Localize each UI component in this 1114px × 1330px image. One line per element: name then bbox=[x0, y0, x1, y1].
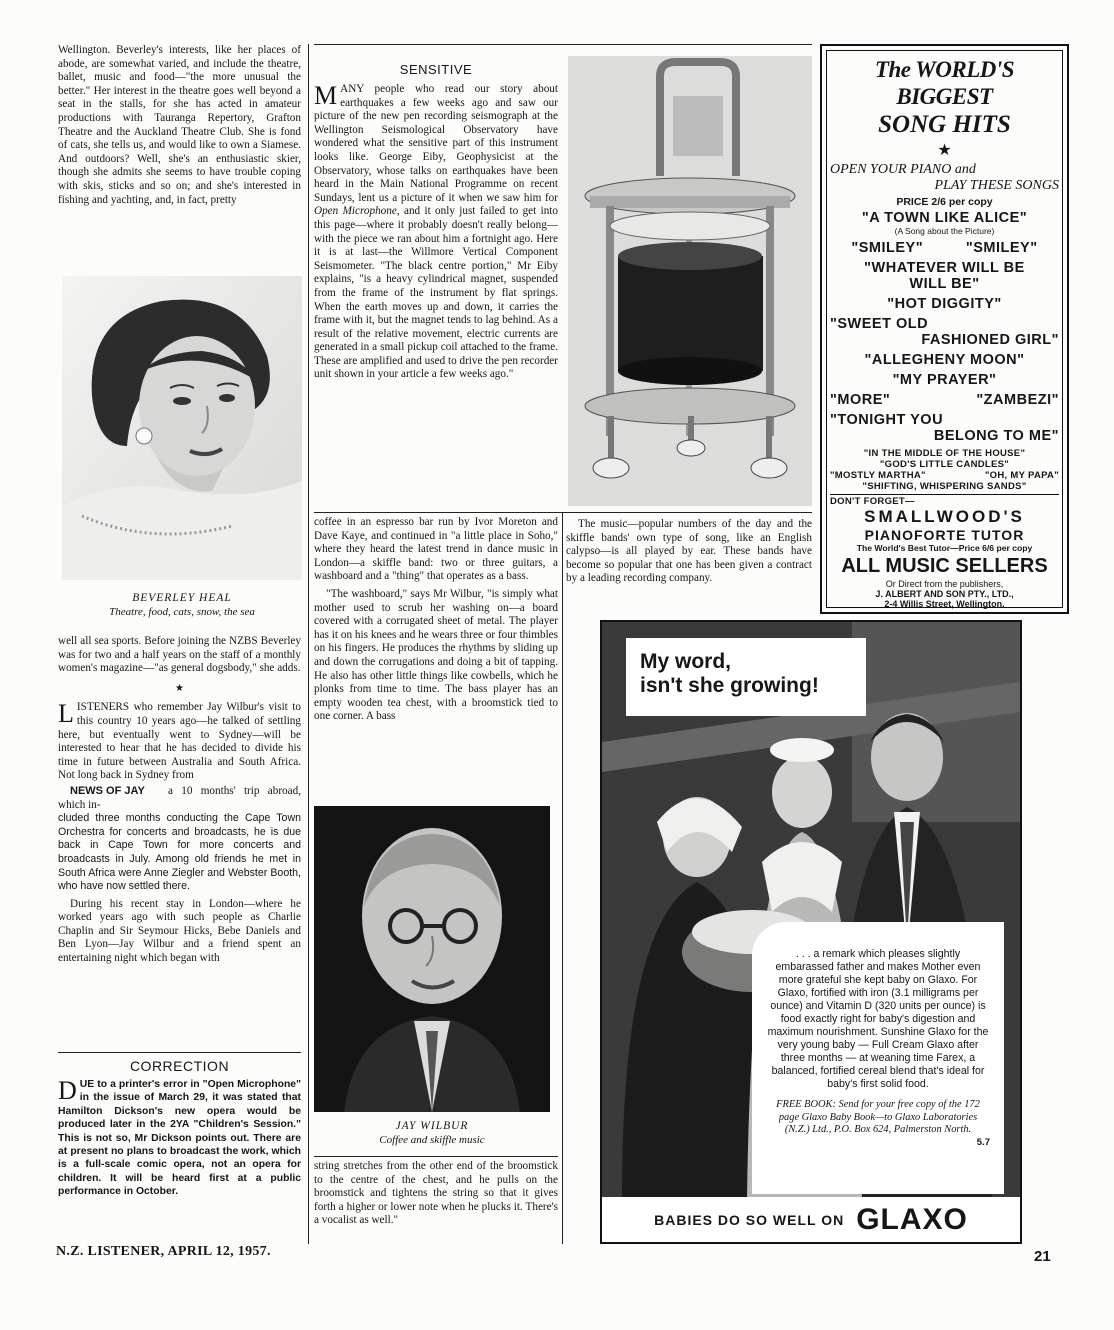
jay-intro-text: ISTENERS who remember Jay Wilbur's visit to this country 10 years ago—he talked of settling here, but eventually went to Sydney—will be interested to hear that he has decided to divide his time in future between Australia and South Africa. Not long back in Sydney from bbox=[58, 701, 301, 782]
song-ad-open-2: PLAY THESE SONGS bbox=[934, 178, 1059, 193]
jay-wilbur-caption bbox=[314, 1120, 550, 1146]
sensitive-text-2: , and it only just failed to get into this page—where it probably doesn't really belong—with the piece we ran about him a fortnight ago. Here it is at last—the Willmore Vertical Component Seismometer. "The black centre portion," Mr Eiby explains, "is a heavy cylindrical magnet, suspended from the frame of the instrument by flat springs. When the earth moves up and down, it carries the frame with it, but the magnet tends to lag behind. As a result of the relative movement, electric currents are generated in a small pickup coil attached to the frame. These are amplified and used to drive the pen recorder unit shown in your article a few weeks ago." bbox=[314, 205, 558, 381]
sensitive-body bbox=[314, 83, 558, 382]
song-a-town-note: (A Song about the Picture) bbox=[894, 226, 995, 236]
beverley-caption-name: BEVERLEY HEAL bbox=[132, 592, 232, 604]
song-my-prayer: "MY PRAYER" bbox=[892, 372, 997, 388]
song-hot-diggity: "HOT DIGGITY" bbox=[887, 296, 1002, 312]
jay-wilbur-photo bbox=[314, 806, 550, 1112]
song-ad-title-1: The WORLD'S BIGGEST bbox=[874, 57, 1015, 109]
correction-dropcap: D bbox=[58, 1076, 77, 1105]
sensitive-heading: SENSITIVE bbox=[399, 62, 473, 77]
song-ad-pianoforte: PIANOFORTE TUTOR bbox=[864, 527, 1025, 543]
song-mostly-martha: "MOSTLY MARTHA" bbox=[830, 470, 926, 481]
glaxo-speech-bubble bbox=[626, 638, 866, 716]
song-ad-direct: Or Direct from the publishers, bbox=[885, 579, 1004, 589]
skiffle-end-text: string stretches from the other end of the broomstick to the centre of the chest, and he pulls on the broomstick and tightens the string so that it gives forth a higher or lower note when he plucks it. There's a vocalist as well." bbox=[314, 1160, 558, 1227]
col1-after-caption bbox=[58, 635, 301, 966]
news-of-jay-block bbox=[58, 785, 301, 812]
sensitive-bottom-rule bbox=[314, 512, 812, 513]
glaxo-code: 5.7 bbox=[976, 1136, 990, 1148]
song-ad-best-tutor: The World's Best Tutor—Price 6/6 per copy bbox=[856, 543, 1033, 553]
glaxo-body-text: . . . a remark which pleases slightly embarassed father and makes Mother even more grateful she kept baby on Glaxo. For Glaxo, fortified with iron (3.1 milligrams per ounce) and Vitamin D (320 units per ounce) is food exactly right for baby's digestion and maximum nourishment. Sunshine Glaxo for the very young baby — Full Cream Glaxo after three months — at weaning time Farex, a balanced, fortified cereal blend that's ideal for baby's first solid food. bbox=[767, 948, 989, 1090]
correction-text: UE to a printer's error in "Open Microphone" in the issue of March 29, it was stated that Hamilton Dickson's new opera would be produced later in the 2YA "Children's Session." This is not so, Mr Dickson points out. There are at present no plans to broadcast the work, which is a full-scale comic opera, not an opera for children. It will be heard first at a public performance in October. bbox=[58, 1079, 301, 1198]
song-more-zambezi-row bbox=[830, 392, 1059, 408]
beverley-heal-photo bbox=[62, 276, 302, 580]
song-smiley-1: "SMILEY" bbox=[851, 240, 924, 256]
song-ad-all-music: ALL MUSIC SELLERS bbox=[841, 555, 1048, 577]
glaxo-free-book: FREE BOOK: Send for your free copy of the 172 page Glaxo Baby Book—to Glaxo Laboratories (N.Z.) Ltd., P.O. Box 624, Palmerston North. bbox=[776, 1099, 980, 1136]
glaxo-text-panel bbox=[752, 922, 1004, 1194]
song-oh-my-papa: "OH, MY PAPA" bbox=[984, 470, 1059, 481]
song-allegheny-moon: "ALLEGHENY MOON" bbox=[864, 352, 1025, 368]
skiffle-paragraph-2: "The washboard," says Mr Wilbur, "is simply what mother used to scrub her washing on—a board covered with a corrugated sheet of metal. The player has it on his knees and he wears three or four thimbles on his fingers. He produces the rhythms by sliding up and down the corrugations and doing a bit of tapping. He also has other little things like cowbells, which he plonks from time to time. The bass player has an empty wooden tea chest, with a broomstick tied to one corner. A bass bbox=[314, 587, 558, 723]
correction-section bbox=[58, 1058, 301, 1199]
correction-body bbox=[58, 1078, 301, 1199]
jay-london-text: During his recent stay in London—where he worked years ago with such people as Charlie Chaplin and Sir Seymour Hicks, Bebe Daniels and Ben Lyon—Jay Wilbur and a friend spent an entertaining night which began with bbox=[58, 897, 301, 965]
song-ad-dont-forget: DON'T FORGET— bbox=[830, 494, 1059, 507]
song-small-row bbox=[830, 470, 1059, 481]
jay-caption-subtitle: Coffee and skiffle music bbox=[379, 1134, 485, 1146]
glaxo-brand: GLAXO bbox=[856, 1202, 968, 1236]
beverley-heal-portrait-image bbox=[62, 276, 302, 580]
beverley-caption-subtitle: Theatre, food, cats, snow, the sea bbox=[109, 606, 255, 618]
sensitive-section bbox=[314, 62, 558, 382]
song-gods-candles: "GOD'S LITTLE CANDLES" bbox=[879, 459, 1010, 470]
glaxo-bubble-line-2: isn't she growing! bbox=[640, 674, 819, 697]
col1-top-text: Wellington. Beverley's interests, like her places of abode, are somewhat varied, and include the theatre, ballet, music and food—"the more unusual the better." Her interest in the theatre goes well beyond a seat in the stalls, for she has acted in amateur productions with Tauranga Repertory, Grafton Theatre and the Auckland Theatre Club. She is fond of cats, she tells us, and would like to own a Siamese. And outdoors? Well, she's an enthusiastic skier, though she admits she seems to have trouble coping with skis, sticks and so on; and she's interested in fishing and yachting, and, in fact, pretty bbox=[58, 44, 301, 206]
jay-dropcap: L bbox=[58, 699, 74, 729]
song-sweet-old-2: FASHIONED GIRL" bbox=[921, 332, 1059, 348]
song-ad-title-2: SONG HITS bbox=[878, 111, 1011, 138]
song-ad-address: 2-4 Willis Street, Wellington. bbox=[884, 599, 1005, 609]
col2-skiffle-end bbox=[314, 1160, 558, 1228]
jay-wilbur-portrait-image bbox=[314, 806, 550, 1112]
song-ad-open-1: OPEN YOUR PIANO and bbox=[830, 162, 976, 177]
sensitive-text-1: ANY people who read our story about earthquakes a few weeks ago and saw our picture of the new pen recording seismograph at the Wellington Seismological Observatory have wondered what the sensitive part of this instrument looks like. George Eiby, Geophysicist at the Observatory, whose talks on earthquakes have been heard in the Main National Programme on recent Sundays, lent us a picture of it when we saw him for bbox=[314, 83, 558, 204]
song-smiley-row bbox=[830, 240, 1059, 256]
glaxo-ad bbox=[600, 620, 1022, 1244]
song-middle-house: "IN THE MIDDLE OF THE HOUSE" bbox=[863, 448, 1026, 459]
glaxo-tagline: BABIES DO SO WELL ON bbox=[654, 1211, 845, 1228]
music-text: The music—popular numbers of the day and the skiffle bands' own type of song, like an English calypso—is all played by ear. These bands have become so popular that one has been given a contract by a leading recording company. bbox=[566, 518, 812, 585]
beverley-caption bbox=[62, 592, 302, 618]
correction-top-rule bbox=[58, 1052, 301, 1053]
song-more: "MORE" bbox=[830, 392, 891, 408]
song-ad-smallwoods: SMALLWOOD'S bbox=[864, 507, 1025, 526]
beverley-final-text: well all sea sports. Before joining the NZBS Beverley was for two and a half years on the staff of a monthly women's magazine—"as general dogsbody," she adds. bbox=[58, 635, 301, 675]
skiffle-paragraph-1: coffee in an espresso bar run by Ivor Moreton and Dave Kaye, and continued in "a little place in Soho," where they heard the latest trend in dance music in London—a skiffle band: two or three guitars, a washboard and a "thing" that operates as a bass. bbox=[314, 516, 558, 583]
page-number: 21 bbox=[1034, 1248, 1051, 1265]
song-tonight-1: "TONIGHT YOU bbox=[830, 412, 944, 428]
song-ad-star: ★ bbox=[937, 142, 952, 159]
seismometer-image bbox=[568, 56, 812, 506]
song-a-town-like-alice: "A TOWN LIKE ALICE" bbox=[861, 210, 1028, 226]
song-sweet-old-1: "SWEET OLD bbox=[830, 316, 929, 332]
song-whatever-1: "WHATEVER WILL BE bbox=[864, 260, 1025, 276]
glaxo-tagline-row bbox=[602, 1197, 1020, 1242]
section-star: ★ bbox=[175, 682, 184, 694]
song-shifting-sands: "SHIFTING, WHISPERING SANDS" bbox=[862, 481, 1027, 492]
glaxo-bubble-line-1: My word, bbox=[640, 650, 732, 673]
jay-caption-bottom-rule bbox=[314, 1156, 558, 1157]
sensitive-em: Open Microphone bbox=[314, 205, 397, 218]
jay-side-text: a 10 months' trip abroad, which in- bbox=[58, 784, 301, 811]
song-zambezi: "ZAMBEZI" bbox=[976, 392, 1059, 408]
song-ad-publisher: J. ALBERT AND SON PTY., LTD., bbox=[875, 589, 1014, 599]
seismometer-photo bbox=[568, 56, 812, 506]
news-of-jay-sidehead: NEWS OF JAY bbox=[70, 784, 145, 797]
col3-music bbox=[566, 518, 812, 586]
song-whatever-2: WILL BE" bbox=[909, 276, 980, 292]
song-hits-ad bbox=[820, 44, 1069, 614]
song-ad-content bbox=[830, 56, 1059, 609]
jay-caption-name: JAY WILBUR bbox=[395, 1120, 469, 1132]
song-ad-price: PRICE 2/6 per copy bbox=[896, 196, 993, 208]
sensitive-top-rule bbox=[314, 44, 812, 45]
jay-continued-text: cluded three months conducting the Cape Town Orchestra for concerts and broadcasts, he is due back in Cape Town for more concerts and broadcasts in July. Among old friends he met in South Africa were Anne Ziegler and Webster Booth, who have now settled there. bbox=[58, 812, 301, 893]
col1-top-paragraph bbox=[58, 44, 301, 207]
footer-left: N.Z. LISTENER, APRIL 12, 1957. bbox=[56, 1244, 271, 1259]
column-divider-2 bbox=[562, 512, 563, 1244]
col2-skiffle bbox=[314, 516, 558, 724]
sensitive-dropcap: M bbox=[314, 81, 338, 110]
song-tonight-2: BELONG TO ME" bbox=[933, 428, 1059, 444]
correction-heading: CORRECTION bbox=[129, 1058, 230, 1074]
column-divider-1 bbox=[308, 44, 309, 1244]
jay-intro-paragraph bbox=[58, 701, 301, 783]
song-smiley-2: "SMILEY" bbox=[965, 240, 1038, 256]
